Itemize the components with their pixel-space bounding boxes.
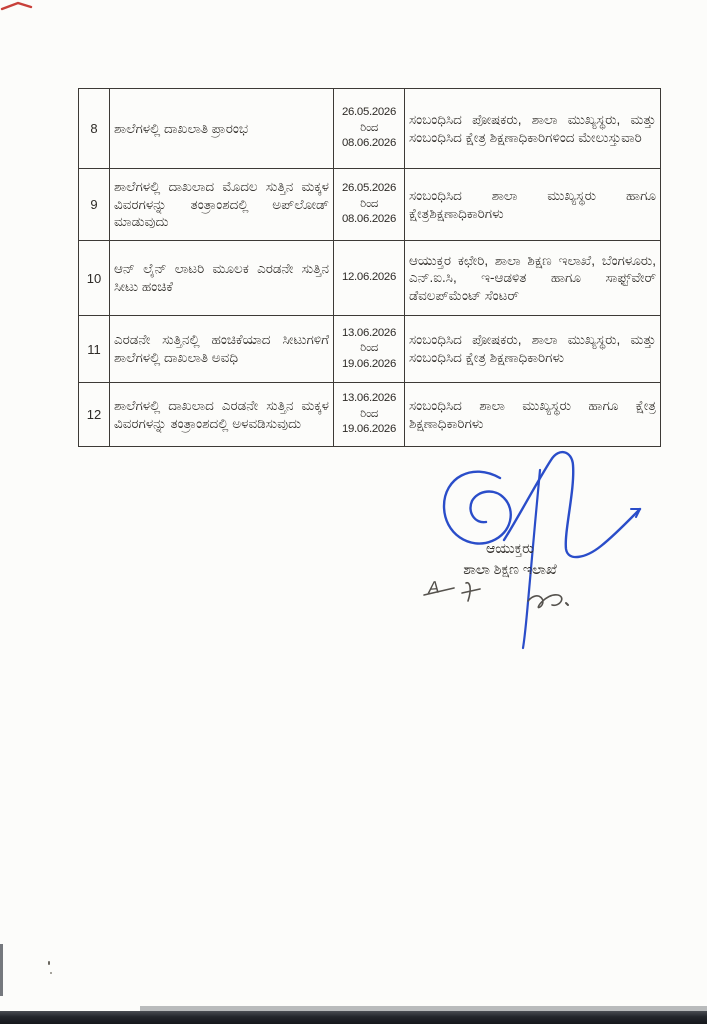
scan-speck: [50, 972, 52, 974]
activity-cell: ಎರಡನೇ ಸುತ್ತಿನಲ್ಲಿ ಹಂಚಿಕೆಯಾದ ಸೀಟುಗಳಿಗೆ ಶಾಲೆಗಳಲ್ಲಿ ದಾಖಲಾತಿ ಅವಧಿ: [110, 316, 334, 383]
table-row: [79, 89, 661, 169]
date-line: ರಿಂದ: [360, 121, 378, 134]
scan-bottom-edge: [0, 1011, 707, 1024]
table-row: [79, 316, 661, 383]
date-line: 13.06.2026: [341, 326, 396, 339]
responsibility-cell: ಸಂಬಂಧಿಸಿದ ಶಾಲಾ ಮುಖ್ಯಸ್ಥರು ಹಾಗೂ ಕ್ಷೇತ್ರ ಶಿಕ್ಷಣಾಧಿಕಾರಿಗಳು: [405, 383, 661, 447]
responsibility-cell: ಸಂಬಂಧಿಸಿದ ಪೋಷಕರು, ಶಾಲಾ ಮುಖ್ಯಸ್ಥರು, ಮತ್ತು ಸಂಬಂಧಿಸಿದ ಕ್ಷೇತ್ರ ಶಿಕ್ಷಣಾಧಿಕಾರಿಗಳಿಂದ ಮೇಲುಸ್ತುವಾರಿ: [405, 89, 661, 169]
activity-cell: ಶಾಲೆಗಳಲ್ಲಿ ದಾಖಲಾದ ಎರಡನೇ ಸುತ್ತಿನ ಮಕ್ಕಳ ವಿವರಗಳನ್ನು ತಂತ್ರಾಂಶದಲ್ಲಿ ಅಳವಡಿಸುವುದು: [110, 383, 334, 447]
table-row: [79, 241, 661, 316]
table-row: [79, 383, 661, 447]
red-pen-mark: [0, 0, 40, 14]
date-line: 08.06.2026: [341, 213, 396, 226]
responsibility-cell: ಸಂಬಂಧಿಸಿದ ಪೋಷಕರು, ಶಾಲಾ ಮುಖ್ಯಸ್ಥರು, ಮತ್ತು ಸಂಬಂಧಿಸಿದ ಕ್ಷೇತ್ರ ಶಿಕ್ಷಣಾಧಿಕಾರಿಗಳು: [405, 316, 661, 383]
row-number-cell: 11: [79, 316, 110, 383]
row-number-cell: 10: [79, 241, 110, 316]
row-number-cell: 9: [79, 169, 110, 241]
activity-cell: ಶಾಲೆಗಳಲ್ಲಿ ದಾಖಲಾದ ಮೊದಲ ಸುತ್ತಿನ ಮಕ್ಕಳ ವಿವರಗಳನ್ನು ತಂತ್ರಾಂಶದಲ್ಲಿ ಅಪ್‌ಲೋಡ್ ಮಾಡುವುದು: [110, 169, 334, 241]
date-line: 26.05.2026: [341, 182, 396, 195]
schedule-table: [78, 88, 661, 447]
handwritten-scribble: [420, 575, 590, 615]
date-line: 13.06.2026: [341, 392, 396, 405]
date-cell: [334, 383, 405, 447]
signatory-title: ಆಯುಕ್ತರು: [485, 540, 535, 556]
handwritten-letter: A: [427, 577, 440, 598]
scan-speck: [48, 961, 50, 965]
date-line: ರಿಂದ: [360, 197, 378, 210]
responsibility-cell: ಸಂಬಂಧಿಸಿದ ಶಾಲಾ ಮುಖ್ಯಸ್ಥರು ಹಾಗೂ ಕ್ಷೇತ್ರಶಿಕ್ಷಣಾಧಿಕಾರಿಗಳು: [405, 169, 661, 241]
row-number-cell: 8: [79, 89, 110, 169]
activity-cell: ಶಾಲೆಗಳಲ್ಲಿ ದಾಖಲಾತಿ ಪ್ರಾರಂಭ: [110, 89, 334, 169]
date-cell: [334, 316, 405, 383]
date-cell: [334, 241, 405, 316]
row-number-cell: 12: [79, 383, 110, 447]
table-row: [79, 169, 661, 241]
activity-cell: ಆನ್ ಲೈನ್ ಲಾಟರಿ ಮೂಲಕ ಎರಡನೇ ಸುತ್ತಿನ ಸೀಟು ಹಂಚಿಕೆ: [110, 241, 334, 316]
responsibility-cell: ಆಯುಕ್ತರ ಕಛೇರಿ, ಶಾಲಾ ಶಿಕ್ಷಣ ಇಲಾಖೆ, ಬೆಂಗಳೂರು, ಎನ್.ಐ.ಸಿ, ಇ-ಆಡಳಿತ ಹಾಗೂ ಸಾಫ್ಟ್‌ವೇರ್ ಡೆವಲಪ್‌ಮೆಂಟ್ ಸೆಂಟರ್: [405, 241, 661, 316]
date-line: 19.06.2026: [341, 357, 396, 370]
date-line: ರಿಂದ: [360, 342, 378, 355]
scan-edge-artifact: [0, 944, 3, 996]
date-line: 19.06.2026: [341, 423, 396, 436]
date-line: 12.06.2026: [341, 271, 396, 284]
date-cell: [334, 169, 405, 241]
date-line: 26.05.2026: [341, 106, 396, 119]
signatory-department: ಶಾಲಾ ಶಿಕ್ಷಣ ಇಲಾಖೆ: [463, 561, 557, 577]
date-line: 08.06.2026: [341, 137, 396, 150]
date-line: ರಿಂದ: [360, 407, 378, 420]
schedule-table-body: [79, 89, 661, 447]
date-cell: [334, 89, 405, 169]
